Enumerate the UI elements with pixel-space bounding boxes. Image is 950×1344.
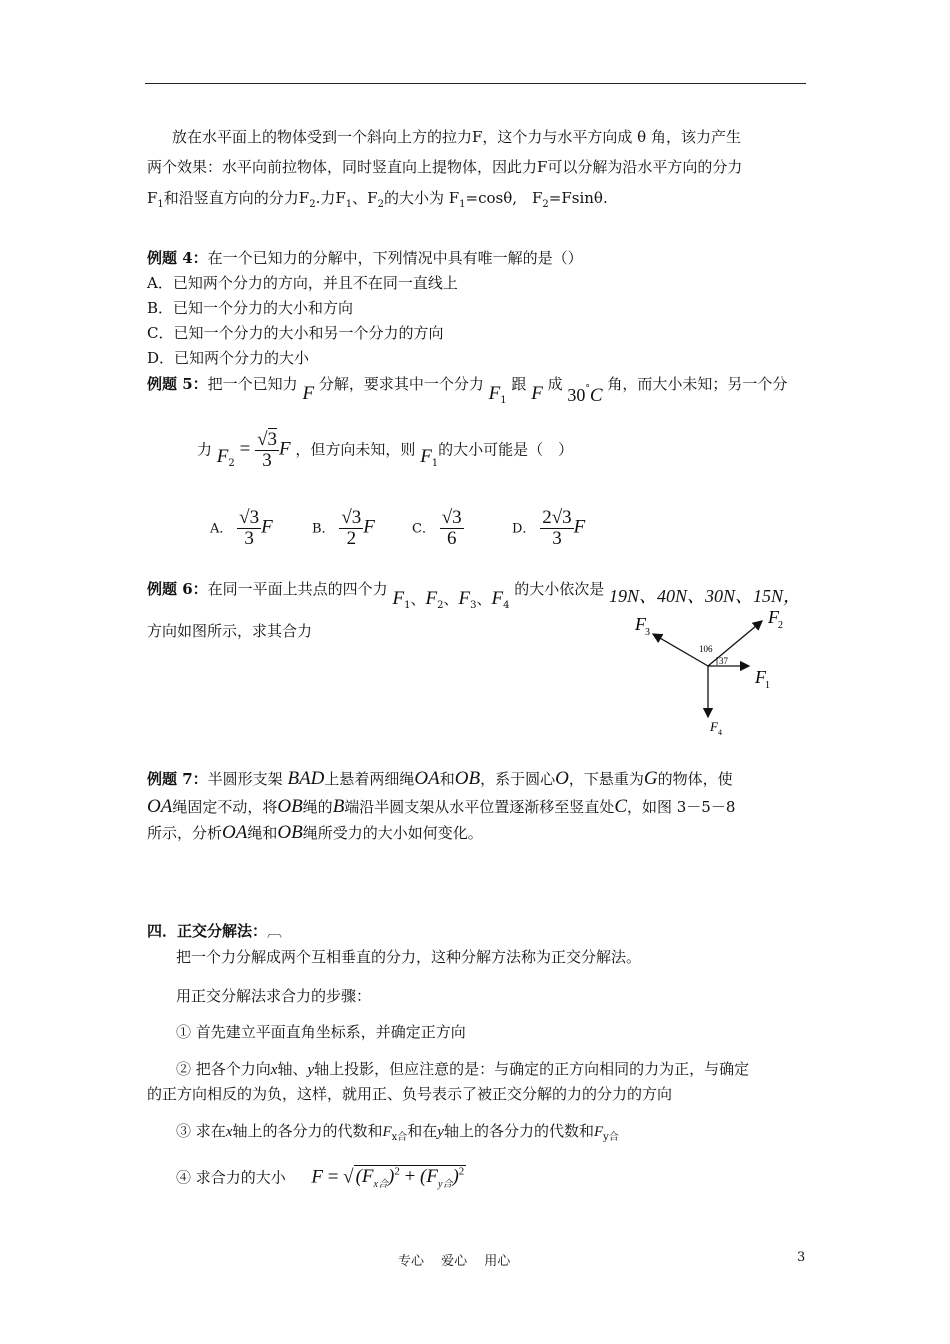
- ex5-option-c: C． $\frac{√3}{6}$: [412, 507, 462, 549]
- header-rule: [145, 83, 806, 84]
- para1-line3: $F_1$和沿竖直方向的分力$F_2$.力$F_1$、$F_2$的大小为 $F_1=\cos\theta$, $F_2=Fsin\theta$.: [147, 189, 608, 210]
- f2-label: F: [768, 607, 779, 627]
- ex5-line2: 力 $F_2$ = $\frac{√3}{3}$ F ，但方向未知，则 $F_1$的大小可能是（ ）: [197, 429, 574, 471]
- section4-step4: ④ 求合力的大小 F = √ $(F_{x合})^2 + (F_{y合})^2$: [176, 1166, 465, 1191]
- ex7-line1: 例题 7：半圆形支架 BAD上悬着两细绳OA和OB，系于圆心O，下悬重为G的物体，使: [147, 768, 733, 789]
- para1-line2: 两个效果：水平向前拉物体，同时竖直向上提物体，因此力F可以分解为沿水平方向的分力: [147, 158, 743, 176]
- page-number: 3: [797, 1250, 806, 1265]
- f4-label: F: [710, 719, 718, 734]
- svg-text:4: 4: [718, 728, 722, 737]
- formula: F = √ $(F_{x合})^2 + (F_{y合})^2$: [311, 1166, 465, 1191]
- section4-step3: ③ 求在x轴上的各分力的代数和$F_{x合}$和在y轴上的各分力的代数和$F_{y合}$: [176, 1122, 619, 1143]
- ex5-option-d: D． $\frac{2√3}{3}$ F: [512, 507, 586, 549]
- angle-37-label: 37: [719, 656, 728, 666]
- ex5-fraction: $\frac{√3}{3}$: [257, 429, 277, 471]
- ex4-question: 例题 4：在一个已知力的分解中，下列情况中具有唯一解的是（）: [147, 249, 583, 267]
- svg-text:2: 2: [778, 620, 783, 631]
- footer-motto: 专心 爱心 用心: [398, 1254, 511, 1269]
- section4-p1: 把一个力分解成两个互相垂直的分力，这种分解方法称为正交分解法。: [176, 948, 642, 966]
- ex4-option-a: A．已知两个分力的方向，并且不在同一直线上: [147, 274, 458, 292]
- ex4-option-b: B．已知一个分力的大小和方向: [147, 299, 354, 317]
- force-diagram: [625, 605, 795, 740]
- ex5-option-b: B． $\frac{√3}{2}$ F: [312, 507, 375, 549]
- ex7-line3: 所示，分析OA绳和OB绳所受力的大小如何变化。: [147, 822, 483, 843]
- svg-text:1: 1: [765, 680, 770, 691]
- ex4-option-c: C．已知一个分力的大小和另一个分力的方向: [147, 324, 444, 342]
- para1-line1: 放在水平面上的物体受到一个斜向上方的拉力F，这个力与水平方向成 θ 角，该力产生: [172, 128, 741, 146]
- section4-title: 四．正交分解法：︹: [147, 922, 283, 940]
- svg-text:3: 3: [645, 627, 650, 638]
- section4-step2-line1: ② 把各个力向x轴、y轴上投影，但应注意的是：与确定的正方向相同的力为正，与确定: [176, 1060, 750, 1078]
- ex6-line1: 例题 6：在同一平面上共点的四个力 $F_1$、$F_2$、$F_3$、$F_4$ 的大小依次是 19N、40N、30N、15N，: [147, 580, 802, 611]
- ex4-option-d: D．已知两个分力的大小: [147, 349, 310, 367]
- section4-step1: ① 首先建立平面直角坐标系，并确定正方向: [176, 1023, 466, 1041]
- f3-label: F: [635, 614, 646, 634]
- f2-arrow: [708, 621, 762, 666]
- section4-p2: 用正交分解法求合力的步骤：: [176, 987, 372, 1005]
- angle-106-label: 106: [699, 644, 713, 654]
- ex5-option-a: A． $\frac{√3}{3}$ F: [210, 507, 273, 549]
- f1-label: F: [755, 667, 766, 687]
- section4-step2-line2: 的正方向相反的为负，这样，就用正、负号表示了被正交分解的力的分力的方向: [147, 1085, 673, 1103]
- ex6-line2: 方向如图所示，求其合力: [147, 622, 313, 640]
- ex7-line2: OA绳固定不动，将OB绳的B端沿半圆支架从水平位置逐渐移至竖直处C，如图 3－5－8: [147, 796, 736, 817]
- ex5-line1: 例题 5：把一个已知力 F 分解，要求其中一个分力 $F_1$ 跟 F 成 30°C 角，而大小未知；另一个分: [147, 375, 788, 406]
